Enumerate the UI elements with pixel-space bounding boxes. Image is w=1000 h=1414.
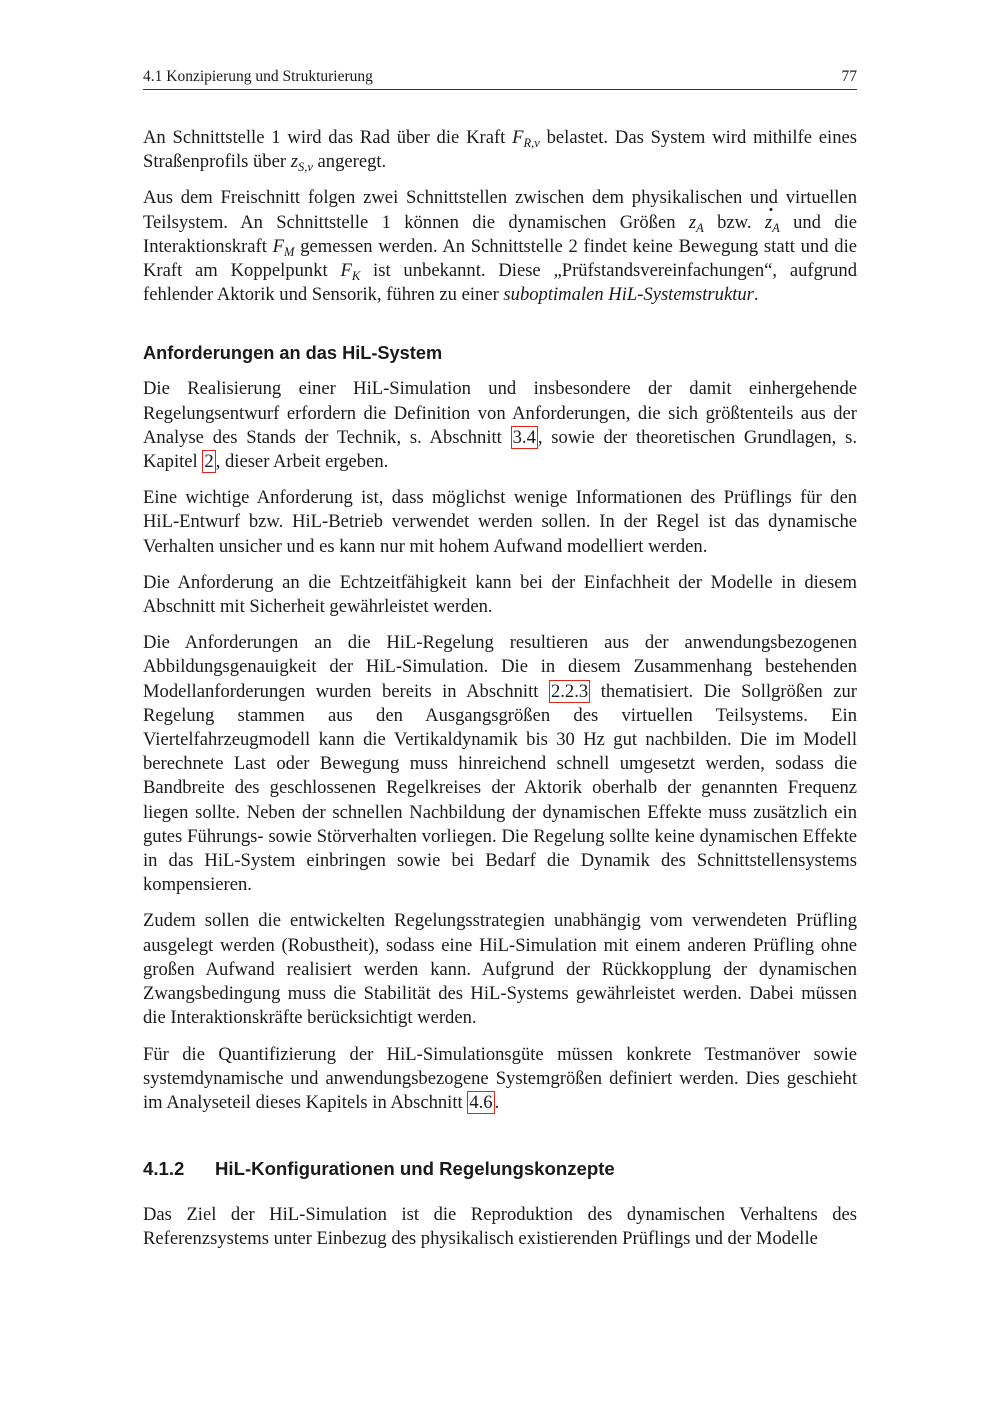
page-number: 77: [841, 68, 857, 85]
paragraph-4: Eine wichtige Anforderung ist, dass möglichst wenige Informationen des Prüflings für den HiL-Entwurf bzw. HiL-Betrieb verwendet werden sollen. In der Regel ist das dynamische Verhalten unsicher und es kann nur mit hohem Aufwand modelliert werden.: [143, 487, 857, 557]
text-span: gemessen werden. An Schnittstelle 2 findet keine Bewegung statt und die Kraft am Koppelpunkt: [143, 235, 857, 282]
math-z-A: $z_A$: [688, 211, 704, 235]
math-z-Sv: $z_{S,v}$: [290, 151, 313, 175]
text-span: thematisiert. Die Sollgrößen zur Regelung stammen aus den Ausgangsgrößen des virtuellen Teilsystems. Ein Viertelfahrzeugmodell kann die Vertikaldynamik bis 30 Hz gut nachbilden. Die im Modell berechnete Last oder Bewegung muss hinreichend schnell umgesetzt werden, sodass die Bandbreite des geschlossenen Regelkreises der Aktorik oberhalb der genannten Frequenz liegen sollte. Neben der schnellen Nachbildung der dynamischen Effekte muss zusätzlich ein gutes Führungs- sowie Störverhalten vorliegen. Die Regelung sollte keine dynamischen Effekte in das HiL-System einbringen sowie bei Bedarf die Dynamik des Schnittstellensystems kompensieren.: [143, 680, 857, 896]
section-title: HiL-Konfigurationen und Regelungskonzepte: [215, 1158, 615, 1180]
text-span: Die Anforderungen an die HiL-Regelung resultieren aus der anwendungsbezogenen Abbildungsgenauigkeit der HiL-Simulation. Die in diesem Zusammenhang bestehenden Modellanforderungen wurden bereits in Abschnitt: [143, 632, 857, 702]
paragraph-1: [143, 126, 857, 174]
text-span: bzw.: [703, 211, 765, 233]
text-span: ist unbekannt. Diese „Prüfstandsvereinfachungen“, aufgrund fehlender Aktorik und Sensorik, führen zu einer: [143, 260, 858, 306]
text-span: angeregt.: [312, 151, 387, 173]
paragraph-8: [143, 1043, 857, 1116]
paragraph-6: [143, 631, 857, 897]
running-header: [143, 67, 857, 90]
paragraph-3: [143, 377, 857, 474]
text-span: , sowie der theoretischen Grundlagen, s. Kapitel: [143, 426, 857, 473]
math-F-Rv: $F_{R,v}$: [512, 127, 540, 150]
cross-reference-link[interactable]: 4.6: [469, 1091, 493, 1113]
text-span: .: [494, 1091, 500, 1113]
text-span: Die Realisierung einer HiL-Simulation und insbesondere der damit einhergehende Regelungsentwurf erfordern die Definition von Anforderungen, die sich größtenteils aus der Analyse des Stands der Technik, s. Abschnitt: [143, 378, 857, 448]
math-z-dot-A: · $z_A$: [765, 212, 780, 233]
text-span: An Schnittstelle 1 wird das Rad über die Kraft: [143, 127, 513, 148]
cross-reference-link[interactable]: 2: [204, 451, 214, 473]
header-section-title: 4.1 Konzipierung und Strukturierung: [143, 68, 373, 85]
paragraph-2: [143, 186, 857, 307]
section-number: 4.1.2: [143, 1158, 185, 1180]
text-span: .: [753, 284, 759, 306]
subsection-heading: Anforderungen an das HiL-System: [143, 343, 443, 364]
cross-reference-link[interactable]: 2.2.3: [550, 680, 589, 702]
section-heading: [143, 1157, 857, 1181]
paragraph-7: Zudem sollen die entwickelten Regelungsstrategien unabhängig vom verwendeten Prüfling ausgelegt werden (Robustheit), sodass eine HiL-Simulation mit einem anderen Prüfling ohne großen Aufwand realisiert werden kann. Aufgrund der Rückkopplung der dynamischen Zwangsbedingung muss die Stabilität des HiL-Systems gewährleistet werden. Dabei müssen die Interaktionskräfte berücksichtigt werden.: [143, 910, 857, 1029]
text-span: und die Interaktionskraft: [143, 211, 858, 257]
body-text: [143, 126, 857, 1264]
math-F-K: $F_K$: [340, 260, 361, 284]
text-span: belastet. Das System wird mithilfe eines Straßenprofils über: [143, 127, 857, 173]
paragraph-5: Die Anforderung an die Echtzeitfähigkeit kann bei der Einfachheit der Modelle in diesem Abschnitt mit Sicherheit gewährleistet werden.: [143, 571, 857, 618]
math-F-M: $F_M$: [272, 235, 295, 259]
paragraph-9: Das Ziel der HiL-Simulation ist die Reproduktion des dynamischen Verhaltens des Referenzsystems unter Einbezug des physikalisch existierenden Prüflings und der Modelle: [143, 1204, 857, 1250]
text-span: Für die Quantifizierung der HiL-Simulationsgüte müssen konkrete Testmanöver sowie systemdynamische und anwendungsbezogene Systemgrößen definiert werden. Dies geschieht im Analyseteil dieses Kapitels in Abschnitt: [143, 1043, 857, 1113]
cross-reference-link[interactable]: 3.4: [512, 426, 536, 448]
text-span: , dieser Arbeit ergeben.: [215, 451, 389, 473]
text-span: Aus dem Freischnitt folgen zwei Schnittstellen zwischen dem physikalischen und virtuellen Teilsystem. An Schnittstelle 1 können die dynamischen Größen: [143, 187, 857, 233]
emphasis-text: suboptimalen HiL-Systemstruktur: [503, 284, 754, 306]
